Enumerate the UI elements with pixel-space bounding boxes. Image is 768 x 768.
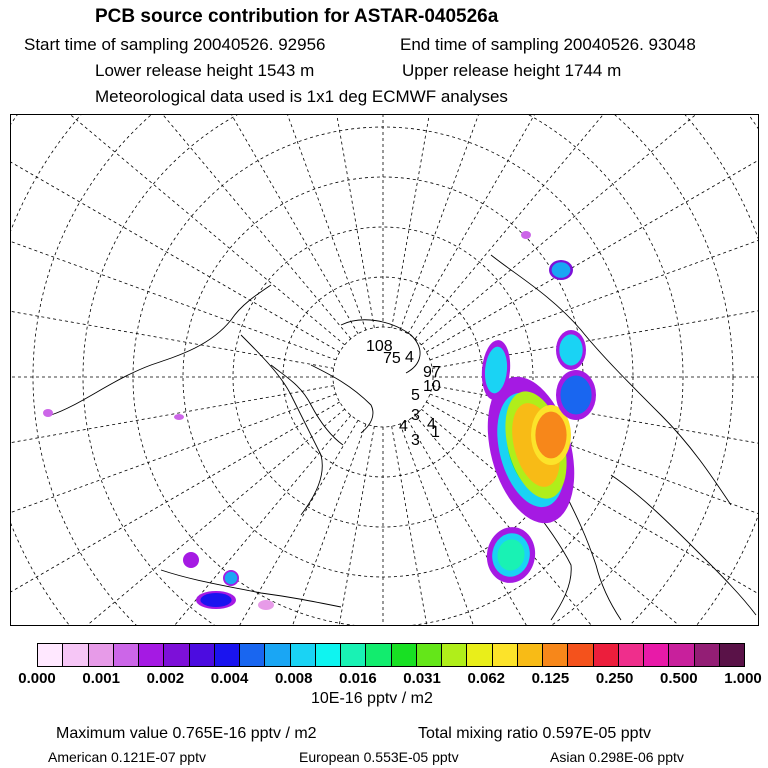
- colorbar-cell: [291, 644, 316, 666]
- pole-label: 4: [405, 349, 414, 366]
- meridian-line: [421, 115, 758, 345]
- colorbar-tick-label: 0.002: [146, 670, 185, 687]
- pole-label: 3: [411, 407, 420, 424]
- pole-labels: [366, 338, 441, 449]
- meridian-line: [11, 255, 334, 368]
- map-canvas: [11, 115, 758, 625]
- meridian-line: [392, 426, 505, 625]
- colorbar-cell: [644, 644, 669, 666]
- colorbar-unit: 10E-16 pptv / m2: [311, 690, 433, 707]
- total-mixing-label: Total mixing ratio 0.597E-05 pptv: [418, 725, 652, 742]
- meridian-line: [400, 115, 622, 330]
- concentration-blob: [559, 334, 582, 365]
- colorbar-cell: [695, 644, 720, 666]
- colorbar-cell: [619, 644, 644, 666]
- concentration-blob: [183, 552, 199, 568]
- colorbar-cell: [265, 644, 290, 666]
- meridian-line: [408, 115, 733, 334]
- colorbar-cell: [543, 644, 568, 666]
- colorbar-cell: [442, 644, 467, 666]
- colorbar-cell: [38, 644, 63, 666]
- colorbar-cell: [164, 644, 189, 666]
- colorbar-cell: [139, 644, 164, 666]
- concentration-blob: [258, 600, 274, 610]
- lower-height-label: Lower release height 1543 m: [95, 61, 315, 80]
- coastlines: [51, 255, 756, 620]
- colorbar-cell: [467, 644, 492, 666]
- colorbar-cell: [89, 644, 114, 666]
- meridian-line: [392, 115, 505, 328]
- meridian-line: [432, 255, 758, 368]
- concentration-blob: [521, 231, 531, 239]
- meridian-line: [11, 115, 340, 352]
- pole-label: 108: [366, 338, 393, 355]
- colorbar-tick-label: 0.000: [18, 670, 56, 687]
- meridian-line: [432, 386, 758, 499]
- colorbar-cell: [493, 644, 518, 666]
- colorbar-cell: [341, 644, 366, 666]
- american-contribution: American 0.121E-07 pptv: [48, 749, 206, 765]
- met-data-label: Meteorological data used is 1x1 deg ECMWF analyses: [95, 87, 508, 106]
- colorbar-tick-label: 0.062: [467, 670, 506, 687]
- colorbar-tick-label: 0.004: [210, 670, 249, 687]
- meridian-line: [11, 138, 336, 360]
- colorbar-tick-label: 0.031: [403, 670, 441, 687]
- meridian-line: [421, 409, 758, 625]
- meridian-line: [11, 402, 340, 625]
- colorbar-cell: [190, 644, 215, 666]
- concentration-blob: [174, 414, 184, 420]
- pole-label: 4: [427, 416, 436, 433]
- meridian-line: [11, 386, 334, 499]
- pole-label: 1: [431, 424, 440, 441]
- colorbar-cell: [240, 644, 265, 666]
- plot-title: PCB source contribution for ASTAR-040526a: [95, 6, 499, 27]
- pole-label: 5: [411, 387, 420, 404]
- colorbar-cell: [215, 644, 240, 666]
- meridian-line: [426, 115, 758, 352]
- meridian-line: [11, 115, 345, 345]
- colorbar-cell: [316, 644, 341, 666]
- colorbar-tick-label: 0.001: [82, 670, 120, 687]
- pole-label: 10: [423, 378, 441, 395]
- meridian-line: [261, 115, 374, 328]
- colorbar-tick-label: 0.008: [274, 670, 313, 687]
- colorbar-cell: [63, 644, 88, 666]
- polar-map: [10, 114, 759, 626]
- colorbar-cell: [417, 644, 442, 666]
- pole-label: 97: [423, 364, 441, 381]
- latitude-circle: [133, 127, 633, 625]
- meridian-line: [11, 394, 336, 616]
- colorbar-cell: [366, 644, 391, 666]
- pole-label: 4: [399, 418, 408, 435]
- colorbar-tick-label: 0.500: [660, 670, 698, 687]
- concentration-field: [43, 231, 596, 610]
- upper-height-label: Upper release height 1744 m: [402, 61, 622, 80]
- colorbar-tick-label: 1.000: [724, 670, 762, 687]
- asian-contribution: Asian 0.298E-06 pptv: [550, 749, 684, 765]
- pole-label: 75: [383, 350, 401, 367]
- meridian-line: [11, 409, 345, 625]
- pole-label: 3: [411, 432, 420, 449]
- meridian-line: [144, 115, 366, 330]
- colorbar-cell: [392, 644, 417, 666]
- meridian-line: [430, 138, 758, 360]
- colorbar: [37, 643, 745, 667]
- meridian-line: [33, 420, 358, 625]
- colorbar-cell: [114, 644, 139, 666]
- colorbar-cell: [594, 644, 619, 666]
- meridian-line: [33, 115, 358, 334]
- colorbar-tick-label: 0.250: [595, 670, 634, 687]
- colorbar-cell: [518, 644, 543, 666]
- concentration-blob: [535, 412, 566, 459]
- colorbar-cell: [669, 644, 694, 666]
- latitude-circle: [11, 115, 758, 625]
- concentration-blob: [560, 376, 591, 415]
- colorbar-cell: [568, 644, 593, 666]
- colorbar-tick-label: 0.016: [339, 670, 377, 687]
- end-time-label: End time of sampling 20040526. 93048: [400, 35, 696, 54]
- max-value-label: Maximum value 0.765E-16 pptv / m2: [56, 725, 317, 742]
- graticule: [11, 115, 758, 625]
- meridian-line: [415, 415, 758, 625]
- concentration-blob: [225, 572, 237, 584]
- colorbar-cell: [720, 644, 744, 666]
- latitude-circle: [11, 115, 758, 625]
- start-time-label: Start time of sampling 20040526. 92956: [24, 35, 326, 54]
- concentration-blob: [43, 409, 53, 417]
- meridian-line: [430, 394, 758, 616]
- meridian-line: [11, 415, 351, 625]
- latitude-circle: [11, 115, 758, 625]
- concentration-blob: [552, 262, 571, 278]
- concentration-blob: [200, 593, 231, 607]
- colorbar-tick-label: 0.125: [531, 670, 570, 687]
- european-contribution: European 0.553E-05 pptv: [299, 749, 459, 765]
